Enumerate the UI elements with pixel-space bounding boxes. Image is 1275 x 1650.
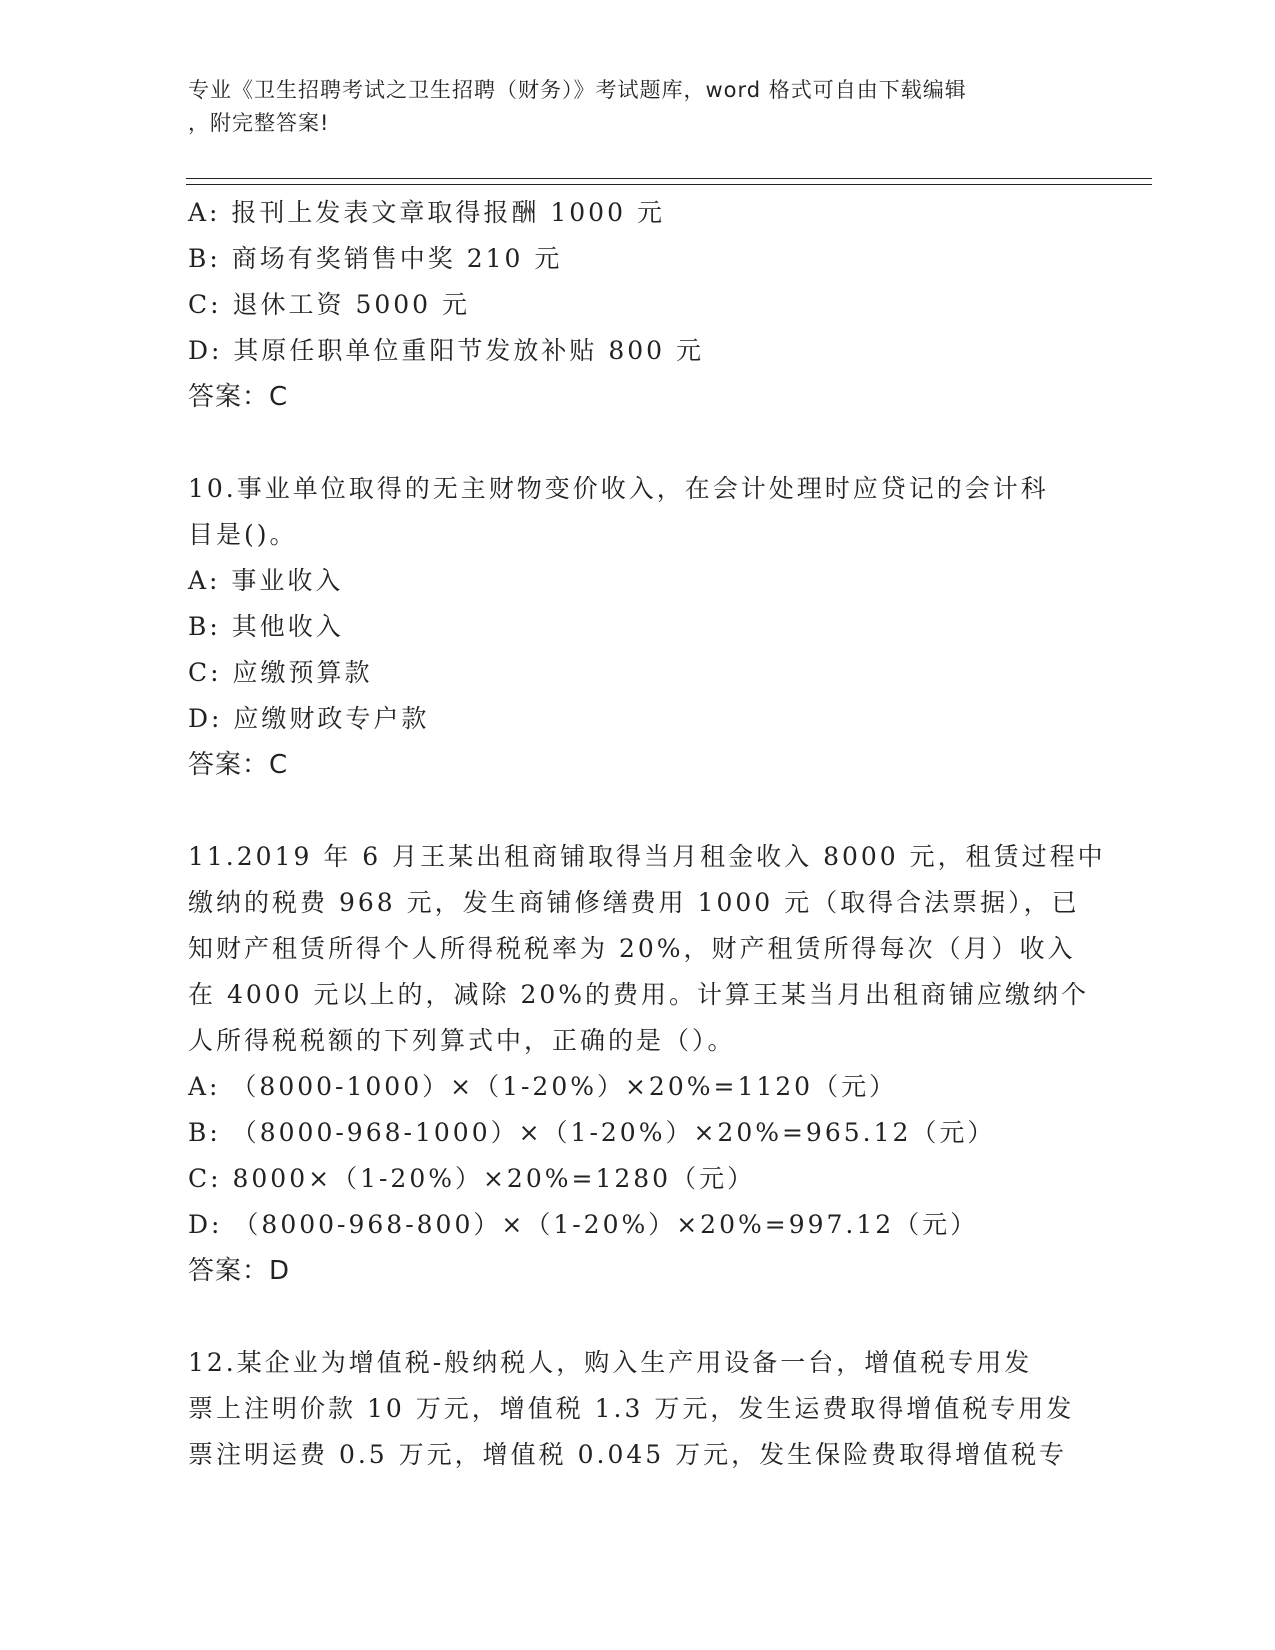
option-a: A: （8000-1000）×（1-20%）×20%=1120（元） — [188, 1072, 898, 1101]
question-text-line: 目是()。 — [188, 520, 298, 549]
option-b: B: 其他收入 — [188, 612, 344, 641]
question-text — [188, 834, 1106, 1064]
option-b: B: 商场有奖销售中奖 210 元 — [188, 244, 563, 273]
answer: 答案：C — [188, 750, 289, 780]
question-text-line: 知财产租赁所得个人所得税税率为 20%，财产租赁所得每次（月）收入 — [188, 934, 1076, 963]
option-c: C: 8000×（1-20%）×20%=1280（元） — [188, 1164, 756, 1193]
question-text — [188, 1340, 1088, 1478]
question-text-line: 票上注明价款 10 万元，增值税 1.3 万元，发生运费取得增值税专用发 — [188, 1394, 1075, 1423]
question-text-line: 票注明运费 0.5 万元，增值税 0.045 万元，发生保险费取得增值税专 — [188, 1440, 1068, 1469]
document-header — [188, 74, 1068, 140]
question-text-line: 缴纳的税费 968 元，发生商铺修缮费用 1000 元（取得合法票据），已 — [188, 888, 1080, 917]
header-divider-bottom — [186, 184, 1152, 185]
answer: 答案：D — [188, 1256, 291, 1286]
option-a: A: 报刊上发表文章取得报酬 1000 元 — [188, 198, 665, 227]
option-c: C: 应缴预算款 — [188, 658, 373, 687]
question-text-line: 10.事业单位取得的无主财物变价收入，在会计处理时应贷记的会计科 — [188, 474, 1049, 503]
option-b: B: （8000-968-1000）×（1-20%）×20%=965.12（元） — [188, 1118, 996, 1147]
question-11 — [188, 834, 1106, 1294]
question-text-line: 12.某企业为增值税-般纳税人，购入生产用设备一台，增值税专用发 — [188, 1348, 1033, 1377]
option-a: A: 事业收入 — [188, 566, 344, 595]
question-10 — [188, 466, 1088, 788]
header-line-2: ，附完整答案! — [188, 111, 330, 135]
option-d: D: 其原任职单位重阳节发放补贴 800 元 — [188, 336, 705, 365]
option-c: C: 退休工资 5000 元 — [188, 290, 471, 319]
option-d: D: （8000-968-800）×（1-20%）×20%=997.12（元） — [188, 1210, 979, 1239]
header-divider-top — [186, 178, 1152, 179]
header-line-1: 专业《卫生招聘考试之卫生招聘（财务）》考试题库，word 格式可自由下载编辑 — [188, 78, 967, 102]
question-12 — [188, 1340, 1088, 1478]
answer: 答案：C — [188, 382, 289, 412]
option-d: D: 应缴财政专户款 — [188, 704, 430, 733]
question-text-line: 人所得税税额的下列算式中，正确的是（）。 — [188, 1026, 736, 1055]
question-text-line: 11.2019 年 6 月王某出租商铺取得当月租金收入 8000 元，租赁过程中 — [188, 842, 1106, 871]
question-text-line: 在 4000 元以上的，减除 20%的费用。计算王某当月出租商铺应缴纳个 — [188, 980, 1090, 1009]
question-list — [188, 190, 1106, 1478]
question-prev — [188, 190, 1088, 420]
question-text — [188, 466, 1088, 558]
